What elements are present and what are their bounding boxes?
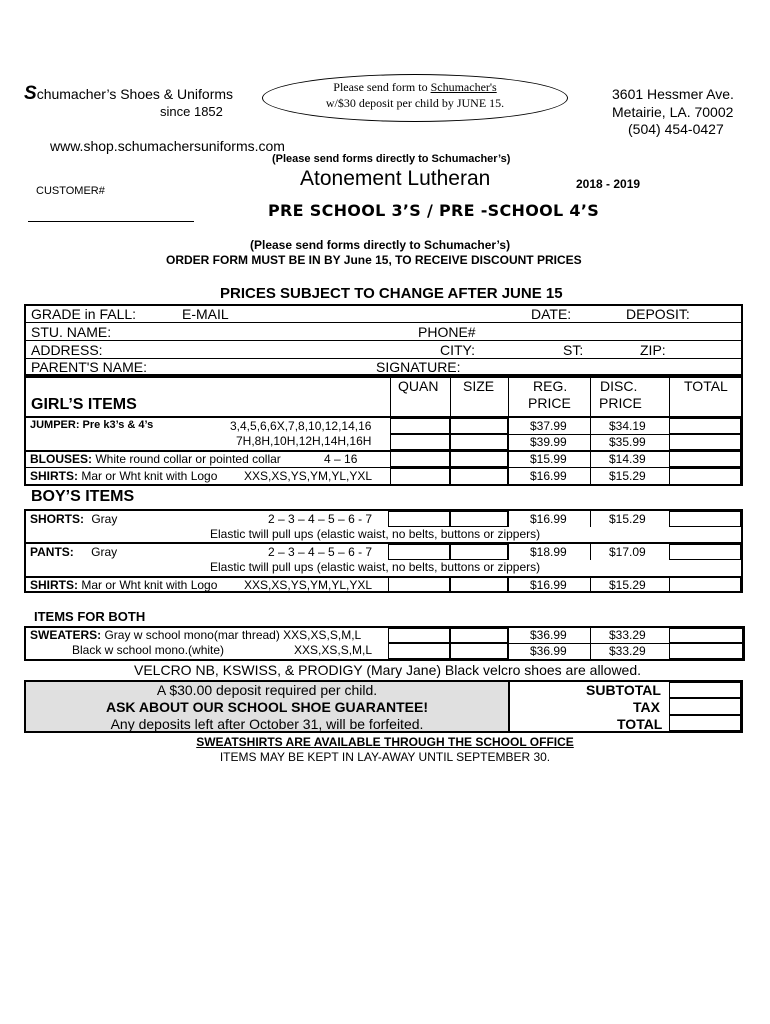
shorts-reg: $16.99 xyxy=(530,512,567,526)
shorts-quan[interactable] xyxy=(388,511,450,527)
girls-shirts-disc: $15.29 xyxy=(609,469,646,483)
boys-shirts-disc: $15.29 xyxy=(609,578,646,592)
sweaters-disc: $33.29 xyxy=(609,628,646,642)
col-line xyxy=(590,416,591,486)
jumper-quan-2[interactable] xyxy=(390,434,450,450)
blouses-sizes: 4 – 16 xyxy=(324,452,358,466)
col-disc-2: PRICE xyxy=(599,395,642,411)
send-forms-note-top: (Please send forms directly to Schumacher’s) xyxy=(272,153,511,165)
girls-shirts-total[interactable] xyxy=(669,468,741,485)
boys-items-title: BOY’S ITEMS xyxy=(31,488,135,505)
boys-shirts-row xyxy=(30,578,217,592)
col-line xyxy=(508,542,509,560)
website-link[interactable]: www.shop.schumachersuniforms.com xyxy=(50,138,285,154)
girls-shirts-quan[interactable] xyxy=(390,468,450,485)
boys-shirts-quan[interactable] xyxy=(388,577,450,592)
send-forms-note-mid: (Please send forms directly to Schumacher’s) xyxy=(250,238,511,252)
shorts-desc: Gray xyxy=(91,512,118,526)
velcro-shoes-note: VELCRO NB, KSWISS, & PRODIGY (Mary Jane) Black velcro shoes are allowed. xyxy=(134,662,642,678)
black-sweater-sizes: XXS,XS,S,M,L xyxy=(294,643,373,657)
info-divider xyxy=(24,322,743,323)
shorts-row xyxy=(30,512,117,526)
col-line xyxy=(508,509,509,527)
oval-line-2: w/$30 deposit per child by JUNE 15. xyxy=(325,96,505,110)
deposit-required: A $30.00 deposit required per child. xyxy=(156,682,378,698)
sweaters-total[interactable] xyxy=(669,628,743,643)
total-label: TOTAL xyxy=(617,716,663,732)
deposit-field[interactable]: DEPOSIT: xyxy=(626,306,690,322)
forfeit-note: Any deposits left after October 31, will be forfeited. xyxy=(110,716,424,732)
grade-field[interactable]: GRADE in FALL: xyxy=(31,306,137,322)
tax-label: TAX xyxy=(633,699,660,715)
zip-field[interactable]: ZIP: xyxy=(640,342,666,358)
boys-shirts-sizes: XXS,XS,YS,YM,YL,YXL xyxy=(244,578,373,592)
order-deadline-note: ORDER FORM MUST BE IN BY June 15, TO RECEIVE DISCOUNT PRICES xyxy=(166,253,582,267)
shorts-total[interactable] xyxy=(669,511,741,527)
total-field[interactable] xyxy=(669,715,741,731)
girls-shirts-row xyxy=(30,469,217,483)
address-field[interactable]: ADDRESS: xyxy=(31,342,103,358)
sweaters-label: SWEATERS: xyxy=(30,628,102,642)
layaway-note: ITEMS MAY BE KEPT IN LAY-AWAY UNTIL SEPTEMBER 30. xyxy=(219,750,551,764)
schumachers-link[interactable]: Schumacher's xyxy=(430,80,497,94)
jumper-reg-1: $37.99 xyxy=(530,419,567,433)
col-size: SIZE xyxy=(463,378,495,394)
sweaters-size[interactable] xyxy=(450,628,508,643)
row-divider xyxy=(24,542,743,544)
col-line xyxy=(508,376,509,416)
col-quan: QUAN xyxy=(398,378,439,394)
phone-field[interactable]: PHONE# xyxy=(418,324,476,340)
black-sweater-reg: $36.99 xyxy=(530,644,567,658)
black-sweater-quan[interactable] xyxy=(388,643,450,659)
col-line xyxy=(669,376,670,416)
boys-shirts-reg: $16.99 xyxy=(530,578,567,592)
jumper-size-2[interactable] xyxy=(450,434,508,450)
black-sweater-disc: $33.29 xyxy=(609,644,646,658)
pants-quan[interactable] xyxy=(388,544,450,560)
email-field[interactable]: E-MAIL xyxy=(182,306,229,322)
jumper-size-1[interactable] xyxy=(450,418,508,434)
col-total: TOTAL xyxy=(684,378,728,394)
col-line xyxy=(508,416,509,486)
blouses-disc: $14.39 xyxy=(609,452,646,466)
pants-label: PANTS: xyxy=(30,545,74,559)
jumper-label: JUMPER: Pre k3’s & 4’s xyxy=(30,419,154,431)
sweatshirts-note: SWEATSHIRTS ARE AVAILABLE THROUGH THE SCHOOL OFFICE xyxy=(196,735,574,749)
store-address-2: Metairie, LA. 70002 xyxy=(612,104,734,120)
pants-reg: $18.99 xyxy=(530,545,567,559)
pants-disc: $17.09 xyxy=(609,545,646,559)
oval-line-1-text: Please send form to xyxy=(333,80,431,94)
jumper-reg-2: $39.99 xyxy=(530,435,567,449)
sweaters-quan[interactable] xyxy=(388,628,450,643)
boys-shirts-total[interactable] xyxy=(669,577,741,592)
blouses-desc: White round collar or pointed collar xyxy=(92,452,281,466)
girls-divider xyxy=(24,416,743,418)
sweaters-desc: Gray w school mono(mar thread) XXS,XS,S,M,L xyxy=(101,628,362,642)
company-initial: S xyxy=(24,83,37,104)
col-line xyxy=(590,509,591,527)
pants-sizes: 2 – 3 – 4 – 5 – 6 - 7 xyxy=(268,545,373,559)
girls-shirts-desc: Mar or Wht knit with Logo xyxy=(78,469,218,483)
school-year: 2018 - 2019 xyxy=(576,177,641,191)
jumper-sizes-1: 3,4,5,6,6X,7,8,10,12,14,16 xyxy=(230,419,372,433)
blouses-reg: $15.99 xyxy=(530,452,567,466)
girls-shirts-label: SHIRTS: xyxy=(30,469,78,483)
pants-row xyxy=(30,545,117,559)
black-sweater-desc: Black w school mono.(white) xyxy=(72,643,225,657)
boys-shirts-desc: Mar or Wht knit with Logo xyxy=(78,578,218,592)
boys-shirts-size[interactable] xyxy=(450,577,508,592)
jumper-sizes-2: 7H,8H,10H,12H,14H,16H xyxy=(236,434,372,448)
girls-shirts-sizes: XXS,XS,YS,YM,YL,YXL xyxy=(244,469,373,483)
pants-total[interactable] xyxy=(669,544,741,560)
jumper-disc-2: $35.99 xyxy=(609,435,646,449)
col-disc-1: DISC. xyxy=(600,378,638,394)
blouses-row xyxy=(30,452,281,466)
row-divider xyxy=(24,467,743,468)
store-phone: (504) 454-0427 xyxy=(628,121,724,137)
col-reg-1: REG. xyxy=(533,378,568,394)
black-sweater-total[interactable] xyxy=(669,643,743,659)
jumper-disc-1: $34.19 xyxy=(609,419,646,433)
signature-field[interactable]: SIGNATURE: xyxy=(376,359,461,375)
col-line xyxy=(390,376,391,416)
since-year: since 1852 xyxy=(160,104,223,119)
student-name-field[interactable]: STU. NAME: xyxy=(31,324,112,340)
shorts-elastic-note: Elastic twill pull ups (elastic waist, no belts, buttons or zippers) xyxy=(210,527,541,541)
sweaters-row xyxy=(30,628,361,642)
subtotal-label: SUBTOTAL xyxy=(586,682,661,698)
col-line xyxy=(590,576,591,593)
customer-label: CUSTOMER# xyxy=(36,185,105,197)
company-name-rest: chumacher’s Shoes & Uniforms xyxy=(36,86,234,102)
shorts-sizes: 2 – 3 – 4 – 5 – 6 - 7 xyxy=(268,512,373,526)
items-for-both-title: ITEMS FOR BOTH xyxy=(34,609,146,624)
blouses-label: BLOUSES: xyxy=(30,452,93,466)
boys-shirts-label: SHIRTS: xyxy=(30,578,78,592)
blouses-total[interactable] xyxy=(669,451,741,467)
date-field[interactable]: DATE: xyxy=(531,306,572,322)
shoe-guarantee: ASK ABOUT OUR SCHOOL SHOE GUARANTEE! xyxy=(105,699,428,715)
girls-items-title: GIRL’S ITEMS xyxy=(31,396,137,413)
col-line xyxy=(450,376,451,416)
shorts-label: SHORTS: xyxy=(30,512,84,526)
parent-name-field[interactable]: PARENT'S NAME: xyxy=(31,359,147,375)
sweaters-reg: $36.99 xyxy=(530,628,567,642)
black-sweater-size[interactable] xyxy=(450,643,508,659)
col-reg-2: PRICE xyxy=(528,395,571,411)
girls-shirts-size[interactable] xyxy=(450,468,508,485)
info-divider xyxy=(24,340,743,341)
school-name: Atonement Lutheran xyxy=(300,167,491,190)
blouses-quan[interactable] xyxy=(390,451,450,467)
prices-change-note: PRICES SUBJECT TO CHANGE AFTER JUNE 15 xyxy=(220,285,563,302)
col-line xyxy=(590,542,591,560)
customer-number-line[interactable] xyxy=(28,221,194,222)
col-line xyxy=(590,376,591,416)
city-field[interactable]: CITY: xyxy=(440,342,476,358)
blouses-size[interactable] xyxy=(450,451,508,467)
shorts-size[interactable] xyxy=(450,511,508,527)
subtotal-field[interactable] xyxy=(669,682,741,698)
col-line xyxy=(508,576,509,593)
jumper-total-2[interactable] xyxy=(669,434,741,450)
pants-size[interactable] xyxy=(450,544,508,560)
jumper-quan-1[interactable] xyxy=(390,418,450,434)
jumper-total-1[interactable] xyxy=(669,418,741,434)
pants-elastic-note: Elastic twill pull ups (elastic waist, no belts, buttons or zippers) xyxy=(210,560,541,574)
store-address-1: 3601 Hessmer Ave. xyxy=(612,86,734,102)
tax-field[interactable] xyxy=(669,698,741,715)
state-field[interactable]: ST: xyxy=(563,342,584,358)
grade-title: PRE SCHOOL 3’S / PRE -SCHOOL 4’S xyxy=(268,201,600,220)
girls-shirts-reg: $16.99 xyxy=(530,469,567,483)
shorts-disc: $15.29 xyxy=(609,512,646,526)
pants-desc: Gray xyxy=(91,545,118,559)
